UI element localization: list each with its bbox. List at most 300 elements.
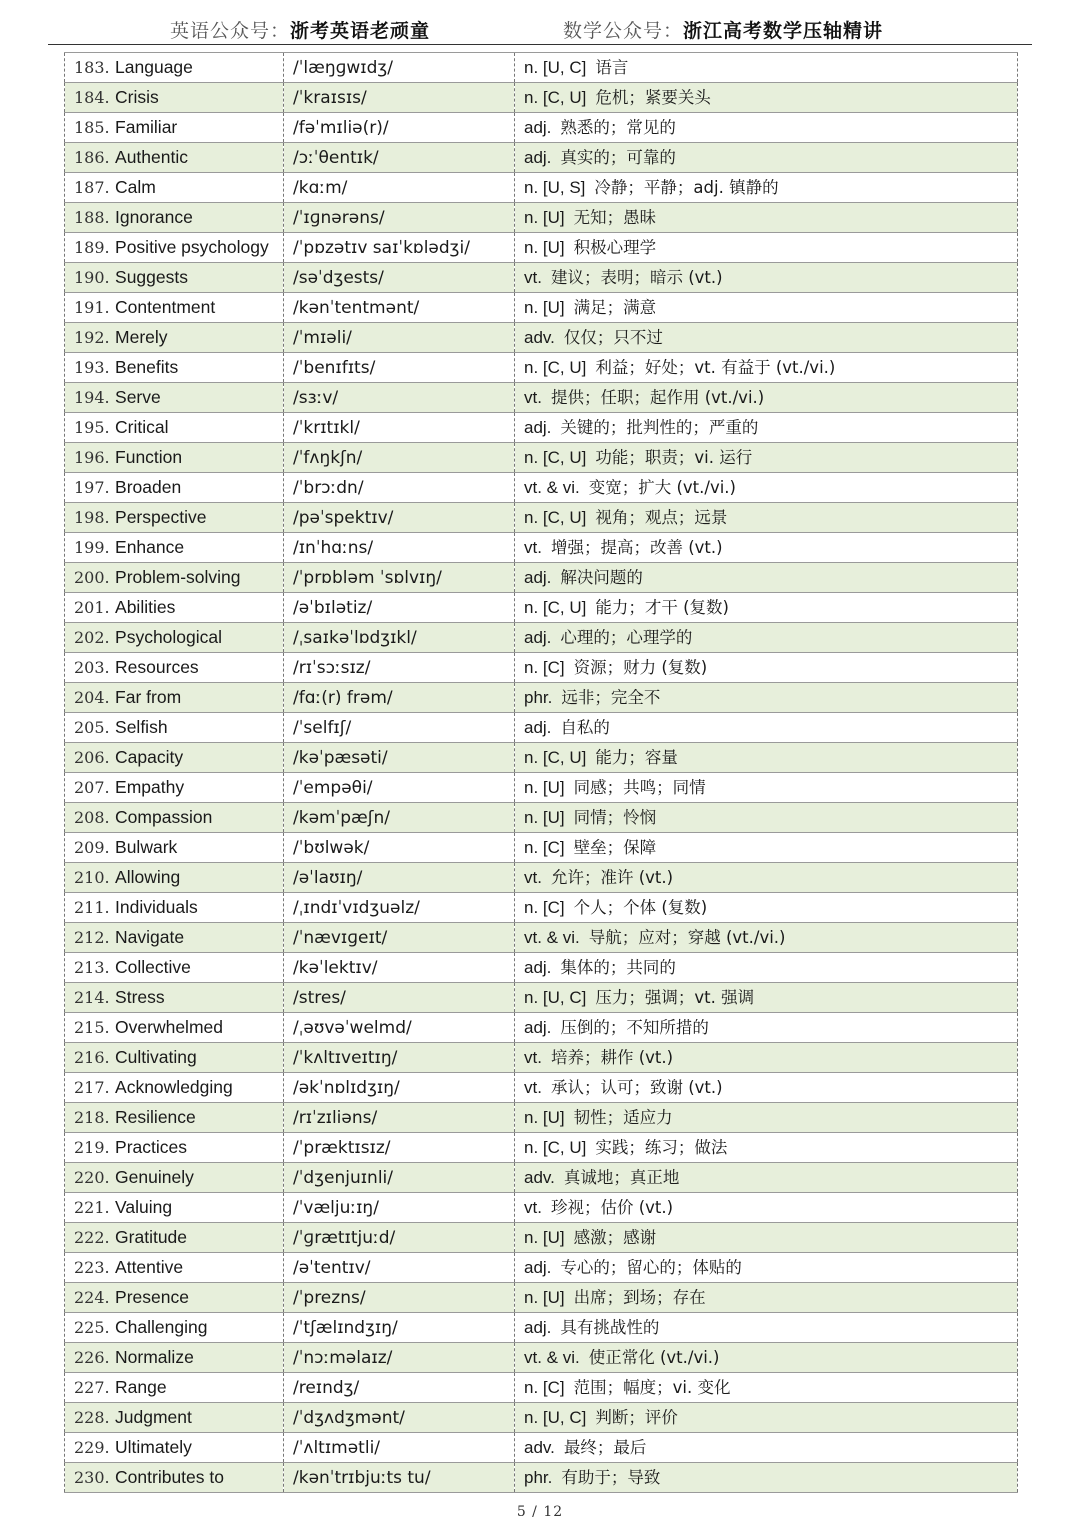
definition-cell [515,833,1018,863]
entry-number: 230. [74,1468,110,1487]
table-row [65,503,1018,533]
entry-number: 225. [74,1318,110,1337]
entry-number: 216. [74,1048,110,1067]
entry-number: 221. [74,1198,110,1217]
entry-number: 193. [74,358,110,377]
part-of-speech: adj. [524,627,552,647]
chinese-meaning: 判断；评价 [595,1407,678,1427]
entry-number: 198. [74,508,110,527]
entry-word: Problem-solving [115,567,241,587]
word-cell [65,473,284,503]
entry-number: 210. [74,868,110,887]
entry-number: 229. [74,1438,110,1457]
pronunciation-cell: /kənˈtrɪbjuːts tu/ [284,1463,515,1493]
chinese-meaning: 满足；满意 [573,297,657,317]
word-cell [65,413,284,443]
table-row [65,563,1018,593]
part-of-speech: phr. [524,1467,553,1487]
pronunciation-cell: /kɑːm/ [284,173,515,203]
word-cell [65,1163,284,1193]
pronunciation-cell: /ˈkʌltɪveɪtɪŋ/ [284,1043,515,1073]
table-row [65,743,1018,773]
table-row [65,143,1018,173]
part-of-speech: vt. [524,867,542,887]
table-row [65,1043,1018,1073]
pronunciation-cell: /ˈempəθi/ [284,773,515,803]
entry-word: Enhance [115,537,185,557]
entry-word: Overwhelmed [115,1017,223,1037]
entry-number: 191. [74,298,110,317]
table-row [65,1403,1018,1433]
definition-cell [515,1073,1018,1103]
entry-number: 200. [74,568,110,587]
vocabulary-table [64,52,1018,1493]
word-cell [65,833,284,863]
entry-word: Ignorance [115,207,193,227]
entry-word: Authentic [115,147,188,167]
part-of-speech: n. [C, U] [524,1137,587,1157]
word-cell [65,743,284,773]
word-cell [65,983,284,1013]
part-of-speech: vt. [524,1197,542,1217]
part-of-speech: adj. [524,957,552,977]
entry-number: 213. [74,958,110,977]
pronunciation-cell: /ˈtʃælɪndʒɪŋ/ [284,1313,515,1343]
definition-cell [515,1253,1018,1283]
definition-cell [515,1313,1018,1343]
pronunciation-cell: /ˈprɒbləm ˈsɒlvɪŋ/ [284,563,515,593]
word-cell [65,143,284,173]
chinese-meaning: 增强；提高；改善 (vt.) [550,537,723,557]
entry-word: Range [115,1377,167,1397]
pronunciation-cell: /ˈprezns/ [284,1283,515,1313]
entry-word: Presence [115,1287,189,1307]
entry-word: Capacity [115,747,184,767]
pronunciation-cell: /ɪnˈhɑːns/ [284,533,515,563]
chinese-meaning: 最终；最后 [563,1437,647,1457]
chinese-meaning: 壁垒；保障 [573,837,657,857]
pronunciation-cell: /ˈfʌŋkʃn/ [284,443,515,473]
chinese-meaning: 范围；幅度；vi. 变化 [573,1377,731,1397]
part-of-speech: phr. [524,687,553,707]
pronunciation-cell: /ˈnɔːməlaɪz/ [284,1343,515,1373]
pronunciation-cell: /ˌɪndɪˈvɪdʒuəlz/ [284,893,515,923]
entry-word: Ultimately [115,1437,192,1457]
word-cell [65,1343,284,1373]
entry-word: Normalize [115,1347,194,1367]
definition-cell [515,593,1018,623]
part-of-speech: vt. & vi. [524,927,580,947]
chinese-meaning: 导航；应对；穿越 (vt./vi.) [588,927,786,947]
part-of-speech: n. [U, S] [524,177,586,197]
entry-number: 197. [74,478,110,497]
word-cell [65,563,284,593]
chinese-meaning: 提供；任职；起作用 (vt./vi.) [550,387,765,407]
word-cell [65,653,284,683]
part-of-speech: n. [U, C] [524,1407,587,1427]
chinese-meaning: 承认；认可；致谢 (vt.) [550,1077,723,1097]
chinese-meaning: 能力；才干 (复数) [595,597,729,617]
table-row [65,83,1018,113]
word-cell [65,1223,284,1253]
definition-cell [515,683,1018,713]
definition-cell [515,713,1018,743]
entry-number: 189. [74,238,110,257]
definition-cell [515,623,1018,653]
word-cell [65,113,284,143]
word-cell [65,323,284,353]
entry-number: 204. [74,688,110,707]
definition-cell [515,1223,1018,1253]
entry-number: 202. [74,628,110,647]
pronunciation-cell: /əˈtentɪv/ [284,1253,515,1283]
entry-number: 223. [74,1258,110,1277]
pronunciation-cell: /reɪndʒ/ [284,1373,515,1403]
chinese-meaning: 压倒的；不知所措的 [560,1017,709,1037]
chinese-meaning: 关键的；批判性的；严重的 [560,417,759,437]
chinese-meaning: 自私的 [560,717,610,737]
word-cell [65,593,284,623]
table-row [65,293,1018,323]
table-row [65,863,1018,893]
chinese-meaning: 感激；感谢 [573,1227,657,1247]
entry-word: Cultivating [115,1047,197,1067]
entry-number: 219. [74,1138,110,1157]
definition-cell [515,443,1018,473]
entry-number: 208. [74,808,110,827]
word-cell [65,1313,284,1343]
entry-number: 186. [74,148,110,167]
word-cell [65,1463,284,1493]
word-cell [65,1283,284,1313]
definition-cell [515,383,1018,413]
table-row [65,1463,1018,1493]
part-of-speech: n. [C, U] [524,447,587,467]
part-of-speech: n. [U] [524,777,565,797]
word-cell [65,353,284,383]
entry-number: 220. [74,1168,110,1187]
part-of-speech: adj. [524,567,552,587]
table-row [65,1073,1018,1103]
word-cell [65,953,284,983]
definition-cell [515,323,1018,353]
definition-cell [515,923,1018,953]
table-row [65,353,1018,383]
definition-cell [515,533,1018,563]
entry-word: Serve [115,387,161,407]
math-account-label: 数学公众号： [563,20,684,42]
entry-number: 195. [74,418,110,437]
word-cell [65,53,284,83]
entry-word: Far from [115,687,182,707]
definition-cell [515,1283,1018,1313]
part-of-speech: n. [U] [524,237,565,257]
word-cell [65,1403,284,1433]
entry-number: 192. [74,328,110,347]
page-header [48,10,1032,42]
definition-cell [515,743,1018,773]
entry-number: 201. [74,598,110,617]
entry-word: Contributes to [115,1467,224,1487]
definition-cell [515,293,1018,323]
chinese-meaning: 具有挑战性的 [560,1317,660,1337]
word-cell [65,1373,284,1403]
definition-cell [515,983,1018,1013]
entry-number: 206. [74,748,110,767]
chinese-meaning: 心理的；心理学的 [560,627,693,647]
pronunciation-cell: /ˈɡrætɪtjuːd/ [284,1223,515,1253]
chinese-meaning: 资源；财力 (复数) [573,657,708,677]
chinese-meaning: 解决问题的 [560,567,643,587]
entry-word: Benefits [115,357,179,377]
word-cell [65,1043,284,1073]
part-of-speech: n. [C, U] [524,87,587,107]
entry-word: Valuing [115,1197,173,1217]
table-row [65,1313,1018,1343]
pronunciation-cell: /ˈnævɪɡeɪt/ [284,923,515,953]
table-row [65,533,1018,563]
pronunciation-cell: /fɑː(r) frəm/ [284,683,515,713]
table-row [65,983,1018,1013]
word-cell [65,293,284,323]
pronunciation-cell: /əˈlaʊɪŋ/ [284,863,515,893]
definition-cell [515,203,1018,233]
entry-number: 184. [74,88,110,107]
table-row [65,1433,1018,1463]
chinese-meaning: 使正常化 (vt./vi.) [588,1347,720,1367]
definition-cell [515,1403,1018,1433]
entry-word: Navigate [115,927,185,947]
entry-word: Resilience [115,1107,196,1127]
entry-word: Gratitude [115,1227,188,1247]
word-cell [65,443,284,473]
chinese-meaning: 出席；到场；存在 [573,1287,706,1307]
entry-word: Calm [115,177,156,197]
entry-word: Individuals [115,897,198,917]
part-of-speech: n. [U] [524,1287,565,1307]
word-cell [65,383,284,413]
part-of-speech: n. [C] [524,1377,565,1397]
word-cell [65,1013,284,1043]
page-number: 5 / 12 [516,1504,564,1520]
definition-cell [515,863,1018,893]
entry-number: 214. [74,988,110,1007]
entry-word: Bulwark [115,837,178,857]
entry-word: Empathy [115,777,185,797]
entry-number: 188. [74,208,110,227]
english-account-name: 浙考英语老顽童 [290,20,431,42]
chinese-meaning: 危机；紧要关头 [595,87,711,107]
table-row [65,1223,1018,1253]
pronunciation-cell: /pəˈspektɪv/ [284,503,515,533]
entry-word: Psychological [115,627,223,647]
pronunciation-cell: /ˈʌltɪmətli/ [284,1433,515,1463]
chinese-meaning: 远非；完全不 [561,687,661,707]
chinese-meaning: 无知；愚昧 [573,207,657,227]
definition-cell [515,953,1018,983]
entry-word: Contentment [115,297,216,317]
entry-number: 222. [74,1228,110,1247]
table-row [65,713,1018,743]
pronunciation-cell: /ˈɪɡnərəns/ [284,203,515,233]
word-cell [65,203,284,233]
word-cell [65,1133,284,1163]
pronunciation-cell: /ˈvæljuːɪŋ/ [284,1193,515,1223]
table-row [65,383,1018,413]
pronunciation-cell: /ˈselfɪʃ/ [284,713,515,743]
pronunciation-cell: /kəmˈpæʃn/ [284,803,515,833]
table-row [65,1283,1018,1313]
chinese-meaning: 专心的；留心的；体贴的 [560,1257,742,1277]
entry-number: 187. [74,178,110,197]
word-cell [65,1103,284,1133]
pronunciation-cell: /stres/ [284,983,515,1013]
chinese-meaning: 集体的；共同的 [560,957,676,977]
table-row [65,683,1018,713]
definition-cell [515,1013,1018,1043]
part-of-speech: n. [C] [524,897,565,917]
entry-word: Positive psychology [115,237,269,257]
word-cell [65,893,284,923]
entry-number: 217. [74,1078,110,1097]
entry-number: 190. [74,268,110,287]
part-of-speech: adj. [524,417,552,437]
entry-word: Acknowledging [115,1077,233,1097]
entry-word: Collective [115,957,191,977]
table-row [65,953,1018,983]
table-row [65,173,1018,203]
entry-word: Compassion [115,807,213,827]
entry-word: Suggests [115,267,188,287]
entry-number: 209. [74,838,110,857]
definition-cell [515,1133,1018,1163]
table-row [65,53,1018,83]
part-of-speech: n. [U] [524,297,565,317]
part-of-speech: vt. & vi. [524,1347,580,1367]
definition-cell [515,1433,1018,1463]
table-row [65,773,1018,803]
chinese-meaning: 有助于；导致 [561,1467,661,1487]
word-cell [65,1433,284,1463]
chinese-meaning: 冷静；平静；adj. 镇静的 [594,177,779,197]
chinese-meaning: 变宽；扩大 (vt./vi.) [588,477,736,497]
part-of-speech: n. [C, U] [524,597,587,617]
part-of-speech: n. [U] [524,1227,565,1247]
table-row [65,1343,1018,1373]
entry-word: Stress [115,987,165,1007]
entry-number: 203. [74,658,110,677]
table-row [65,1253,1018,1283]
entry-word: Genuinely [115,1167,194,1187]
entry-number: 183. [74,58,110,77]
vocabulary-table-body [65,53,1018,1493]
chinese-meaning: 个人；个体 (复数) [573,897,708,917]
entry-number: 205. [74,718,110,737]
entry-word: Perspective [115,507,207,527]
word-cell [65,1073,284,1103]
word-cell [65,1193,284,1223]
definition-cell [515,53,1018,83]
chinese-meaning: 积极心理学 [573,237,657,257]
definition-cell [515,773,1018,803]
definition-cell [515,173,1018,203]
pronunciation-cell: /ˈdʒʌdʒmənt/ [284,1403,515,1433]
table-row [65,893,1018,923]
definition-cell [515,1193,1018,1223]
entry-number: 228. [74,1408,110,1427]
entry-word: Familiar [115,117,178,137]
part-of-speech: adj. [524,1257,552,1277]
pronunciation-cell: /ˌəʊvəˈwelmd/ [284,1013,515,1043]
table-row [65,1133,1018,1163]
part-of-speech: vt. & vi. [524,477,580,497]
chinese-meaning: 建议；表明；暗示 (vt.) [550,267,723,287]
pronunciation-cell: /kəˈlektɪv/ [284,953,515,983]
part-of-speech: vt. [524,537,542,557]
entry-number: 207. [74,778,110,797]
word-cell [65,713,284,743]
table-row [65,1373,1018,1403]
table-row [65,203,1018,233]
pronunciation-cell: /ˈpræktɪsɪz/ [284,1133,515,1163]
table-row [65,443,1018,473]
word-cell [65,173,284,203]
english-account-label: 英语公众号： [170,20,291,42]
definition-cell [515,1043,1018,1073]
chinese-meaning: 语言 [595,57,629,77]
definition-cell [515,893,1018,923]
word-cell [65,773,284,803]
entry-word: Merely [115,327,168,347]
pronunciation-cell: /əˈbɪlətiz/ [284,593,515,623]
chinese-meaning: 同感；共鸣；同情 [573,777,706,797]
word-cell [65,263,284,293]
table-row [65,803,1018,833]
part-of-speech: adv. [524,1437,555,1457]
definition-cell [515,473,1018,503]
table-row [65,473,1018,503]
table-row [65,1103,1018,1133]
math-account-name: 浙江高考数学压轴精讲 [683,20,884,42]
part-of-speech: n. [U] [524,1107,565,1127]
definition-cell [515,353,1018,383]
entry-number: 224. [74,1288,110,1307]
part-of-speech: vt. [524,1077,542,1097]
table-row [65,1013,1018,1043]
chinese-meaning: 视角；观点；远景 [595,507,728,527]
table-row [65,653,1018,683]
chinese-meaning: 能力；容量 [595,747,678,767]
entry-number: 218. [74,1108,110,1127]
chinese-meaning: 珍视；估价 (vt.) [550,1197,674,1217]
part-of-speech: vt. [524,267,542,287]
entry-word: Abilities [115,597,176,617]
entry-number: 227. [74,1378,110,1397]
entry-word: Broaden [115,477,182,497]
definition-cell [515,653,1018,683]
entry-number: 211. [74,898,110,917]
word-cell [65,623,284,653]
entry-number: 226. [74,1348,110,1367]
definition-cell [515,563,1018,593]
word-cell [65,923,284,953]
entry-number: 194. [74,388,110,407]
definition-cell [515,1463,1018,1493]
word-cell [65,233,284,263]
definition-cell [515,503,1018,533]
part-of-speech: n. [U, C] [524,57,587,77]
entry-word: Judgment [115,1407,192,1427]
